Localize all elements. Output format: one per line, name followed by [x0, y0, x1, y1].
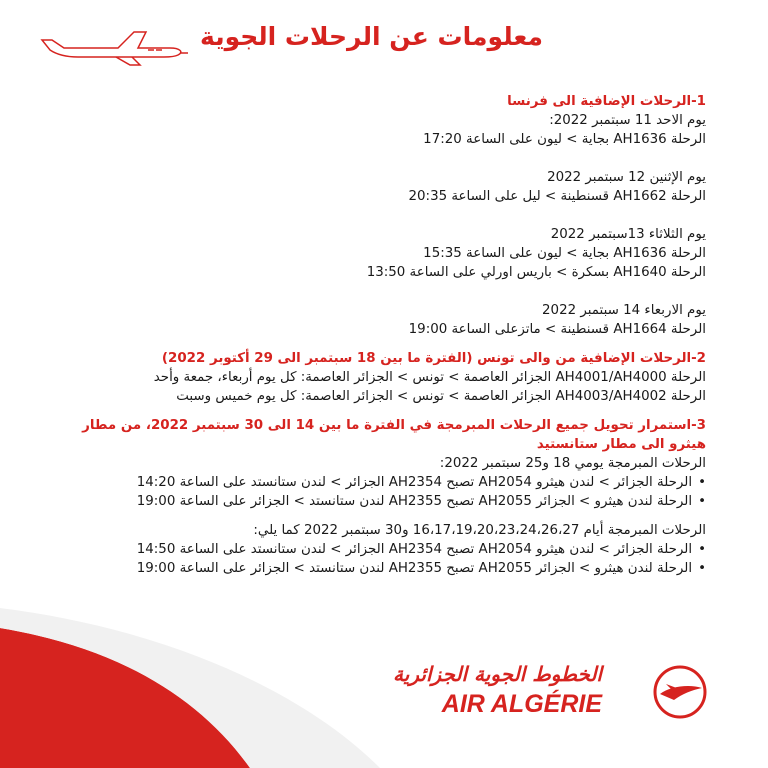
- airplane-icon: [38, 26, 188, 66]
- flight-line: الرحلة AH1636 بجاية > ليون على الساعة 15:35: [423, 246, 706, 261]
- flight-line: الرحلة AH1664 قسنطينة > ماتزعلى الساعة 19:00: [408, 322, 706, 337]
- flight-line: الرحلة AH4003/AH4002 الجزائر العاصمة > تونس > الجزائر العاصمة: كل يوم خميس وسبت: [176, 389, 706, 404]
- logo-emblem-icon: [652, 664, 708, 720]
- flight-line: الرحلة AH1636 بجاية > ليون على الساعة 17:20: [423, 132, 706, 147]
- header: [0, 18, 768, 68]
- logo-arabic-text: الخطوط الجوية الجزائرية: [393, 662, 602, 686]
- flight-line: • الرحلة لندن هيثرو > الجزائر AH2055 تصبح AH2355 لندن ستانستد > الجزائر على الساعة 19:00: [66, 559, 706, 578]
- flight-line: الرحلة AH4001/AH4000 الجزائر العاصمة > تونس > الجزائر العاصمة: كل يوم أربعاء، جمعة وأحد: [153, 370, 706, 385]
- text-line: يوم الإثنين 12 سبتمبر 2022: [547, 170, 706, 185]
- text-line: يوم الاحد 11 سبتمبر 2022:: [549, 113, 706, 128]
- air-algerie-logo: [393, 662, 708, 722]
- flight-line: الرحلة AH1640 بسكرة > باريس اورلي على الساعة 13:50: [366, 265, 706, 280]
- logo-english-text: AIR ALGÉRIE: [441, 690, 602, 718]
- flight-line: • الرحلة لندن هيثرو > الجزائر AH2055 تصبح AH2355 لندن ستانستد > الجزائر على الساعة 19:00: [66, 492, 706, 511]
- section-title: 3-استمرار تحويل جميع الرحلات المبرمجة في الفترة ما بين 14 الى 30 سبتمبر 2022، من مطار هيثرو الى مطار ستانستيد: [82, 418, 706, 452]
- text-line: الرحلات المبرمجة أيام 16،17،19،20،23،24،26،27 و30 سبتمبر 2022 كما يلي:: [253, 523, 706, 538]
- flight-line: • الرحلة الجزائر > لندن هيثرو AH2054 تصبح AH2354 الجزائر > لندن ستانستد على الساعة 14:50: [66, 540, 706, 559]
- text-line: يوم الاربعاء 14 سبتمبر 2022: [542, 303, 706, 318]
- text-line: يوم الثلاثاء 13سبتمبر 2022: [550, 227, 706, 242]
- flight-line: الرحلة AH1662 قسنطينة > ليل على الساعة 20:35: [408, 189, 706, 204]
- section-title: 2-الرحلات الإضافية من والى تونس (الفترة ما بين 18 سبتمبر الى 29 أكتوبر 2022): [161, 351, 706, 366]
- section-title: 1-الرحلات الإضافية الى فرنسا: [507, 94, 706, 109]
- announcement-content: [66, 92, 706, 578]
- flight-line: • الرحلة الجزائر > لندن هيثرو AH2054 تصبح AH2354 الجزائر > لندن ستانستد على الساعة 14:20: [66, 473, 706, 492]
- page-title: معلومات عن الرحلات الجوية: [200, 22, 543, 51]
- text-line: الرحلات المبرمجة يومي 18 و25 سبتمبر 2022:: [439, 456, 706, 471]
